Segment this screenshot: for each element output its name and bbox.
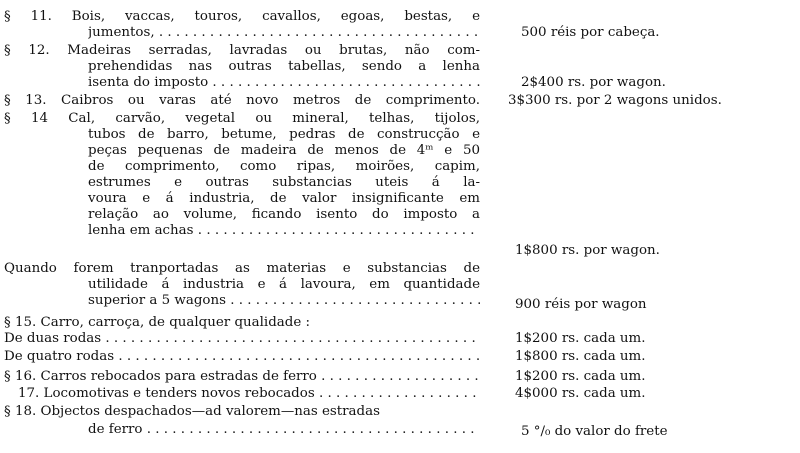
entry-18-line-1: § 18. Objectos despachados—ad valorem—nas estradas: [4, 404, 380, 419]
entry-16-price: 1$200 rs. cada um.: [515, 369, 646, 384]
entry-18-price: 5 °/₀ do valor do frete: [521, 424, 668, 439]
entry-14-line-5: estrumes e outras substancias uteis á la-: [88, 175, 480, 190]
entry-13-price: 3$300 rs. por 2 wagons unidos.: [508, 93, 722, 108]
entry-14-line-8: lenha em achas . . .: [88, 223, 480, 239]
entry-14-line-6: voura e á industria, de valor insignificante em: [88, 191, 480, 206]
entry-16-line-1: § 16. Carros rebocados para estradas de ferro . . .: [4, 369, 480, 385]
entry-14-line-2: tubos de barro, betume, pedras de construcção e: [88, 127, 480, 142]
entry-14-line-4: de comprimento, como ripas, moirões, capim,: [88, 159, 480, 174]
entry-14-price: 1$800 rs. por wagon.: [515, 243, 660, 258]
entry-15-line-1: § 15. Carro, carroça, de qualquer qualidade :: [4, 315, 311, 330]
entry-14-line-7: relação ao volume, ficando isento do imposto a: [88, 207, 480, 222]
entry-15-duas-rodas: De duas rodas . . .: [4, 331, 480, 347]
entry-12-line-3: isenta do imposto . . .: [88, 75, 480, 91]
entry-11-line-2: jumentos, . . .: [88, 25, 480, 41]
entry-quando-line-3: superior a 5 wagons . . .: [88, 293, 480, 309]
entry-12-price: 2$400 rs. por wagon.: [521, 75, 666, 90]
entry-12-line-1: § 12. Madeiras serradas, lavradas ou brutas, não com-: [4, 43, 480, 58]
entry-18-line-2: de ferro . . .: [88, 422, 480, 438]
entry-quando-price: 900 réis por wagon: [515, 297, 647, 312]
entry-11-price: 500 réis por cabeça.: [521, 25, 660, 40]
entry-14-line-3: peças pequenas de madeira de menos de 4ᵐ e 50: [88, 143, 480, 158]
entry-quando-line-1: Quando forem tranportadas as materias e substancias de: [4, 261, 480, 276]
entry-11-line-1: § 11. Bois, vaccas, touros, cavallos, egoas, bestas, e: [4, 9, 480, 24]
entry-17-line-1: 17. Locomotivas e tenders novos rebocados . . .: [18, 386, 480, 402]
entry-15-quatro-rodas-price: 1$800 rs. cada um.: [515, 349, 646, 364]
entry-quando-line-2: utilidade á industria e á lavoura, em quantidade: [88, 277, 480, 292]
entry-14-line-1: § 14 Cal, carvão, vegetal ou mineral, telhas, tijolos,: [4, 111, 480, 126]
entry-13-line-1: § 13. Caibros ou varas até novo metros de comprimento.: [4, 93, 480, 108]
entry-15-quatro-rodas: De quatro rodas . . .: [4, 349, 480, 365]
entry-12-line-2: prehendidas nas outras tabellas, sendo a lenha: [88, 59, 480, 74]
entry-15-duas-rodas-price: 1$200 rs. cada um.: [515, 331, 646, 346]
entry-17-price: 4$000 rs. cada um.: [515, 386, 646, 401]
